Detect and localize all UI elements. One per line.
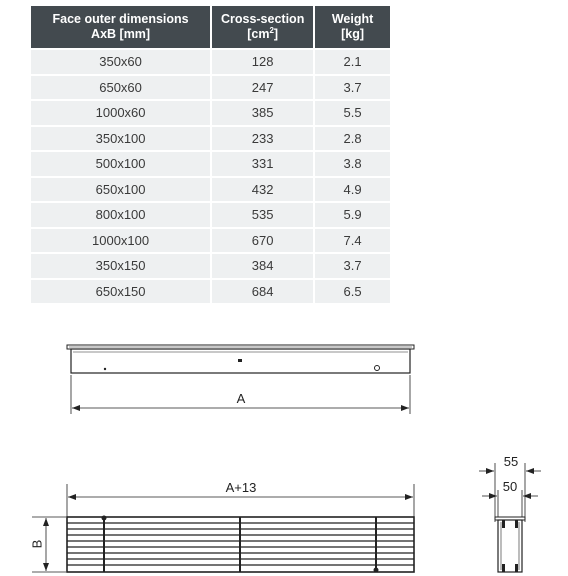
header-cross-section-unit-prefix: [cm xyxy=(247,27,270,41)
header-cross-section-unit-sup: 2 xyxy=(269,26,274,35)
cell-dimensions: 1000x100 xyxy=(31,229,210,253)
cell-dimensions: 350x60 xyxy=(31,50,210,74)
cell-dimensions: 350x100 xyxy=(31,127,210,151)
side-view-outer-label: 55 xyxy=(503,454,519,469)
cell-cross-section: 432 xyxy=(212,178,313,202)
front-view-dimension-label: A+13 xyxy=(225,480,257,495)
cell-weight: 5.5 xyxy=(315,101,390,125)
header-cross-section-unit-suffix: ] xyxy=(273,27,279,41)
cell-dimensions: 350x150 xyxy=(31,254,210,278)
top-view-dimension-label: A xyxy=(236,391,246,406)
side-view-clip xyxy=(502,520,505,528)
front-view-height-label: B xyxy=(29,539,45,549)
cell-weight: 2.1 xyxy=(315,50,390,74)
top-view-left-screw-hole xyxy=(104,368,106,370)
cell-weight: 6.5 xyxy=(315,280,390,304)
side-view-body xyxy=(498,520,522,572)
top-view-right-screw-hole xyxy=(375,366,380,371)
cell-cross-section: 233 xyxy=(212,127,313,151)
cell-cross-section: 670 xyxy=(212,229,313,253)
cell-cross-section: 535 xyxy=(212,203,313,227)
cell-cross-section: 385 xyxy=(212,101,313,125)
cell-weight: 3.7 xyxy=(315,254,390,278)
header-cross-section-line1: Cross-section xyxy=(220,12,305,26)
side-view-clip xyxy=(502,564,505,572)
cell-weight: 4.9 xyxy=(315,178,390,202)
cell-cross-section: 384 xyxy=(212,254,313,278)
cell-weight: 3.8 xyxy=(315,152,390,176)
grille-screw-bottom-right xyxy=(374,568,379,573)
side-view-inner-label: 50 xyxy=(502,479,518,494)
cell-weight: 3.7 xyxy=(315,76,390,100)
side-view-clip xyxy=(515,520,518,528)
top-view-center-mark xyxy=(238,359,242,362)
header-face-dimensions-line1: Face outer dimensions xyxy=(52,12,189,26)
cell-weight: 5.9 xyxy=(315,203,390,227)
cell-dimensions: 650x150 xyxy=(31,280,210,304)
side-view-clip xyxy=(515,564,518,572)
header-weight-line2: [kg] xyxy=(341,27,365,41)
cell-cross-section: 684 xyxy=(212,280,313,304)
cell-dimensions: 500x100 xyxy=(31,152,210,176)
front-view-drawing xyxy=(32,484,414,573)
cell-weight: 7.4 xyxy=(315,229,390,253)
cell-dimensions: 650x60 xyxy=(31,76,210,100)
cell-dimensions: 1000x60 xyxy=(31,101,210,125)
cell-dimensions: 650x100 xyxy=(31,178,210,202)
cell-weight: 2.8 xyxy=(315,127,390,151)
cell-dimensions: 800x100 xyxy=(31,203,210,227)
cell-cross-section: 331 xyxy=(212,152,313,176)
grille-screw-top-left xyxy=(102,516,107,521)
cell-cross-section: 128 xyxy=(212,50,313,74)
header-face-dimensions-line2: AxB [mm] xyxy=(91,27,151,41)
header-weight-line1: Weight xyxy=(331,12,374,26)
cell-cross-section: 247 xyxy=(212,76,313,100)
